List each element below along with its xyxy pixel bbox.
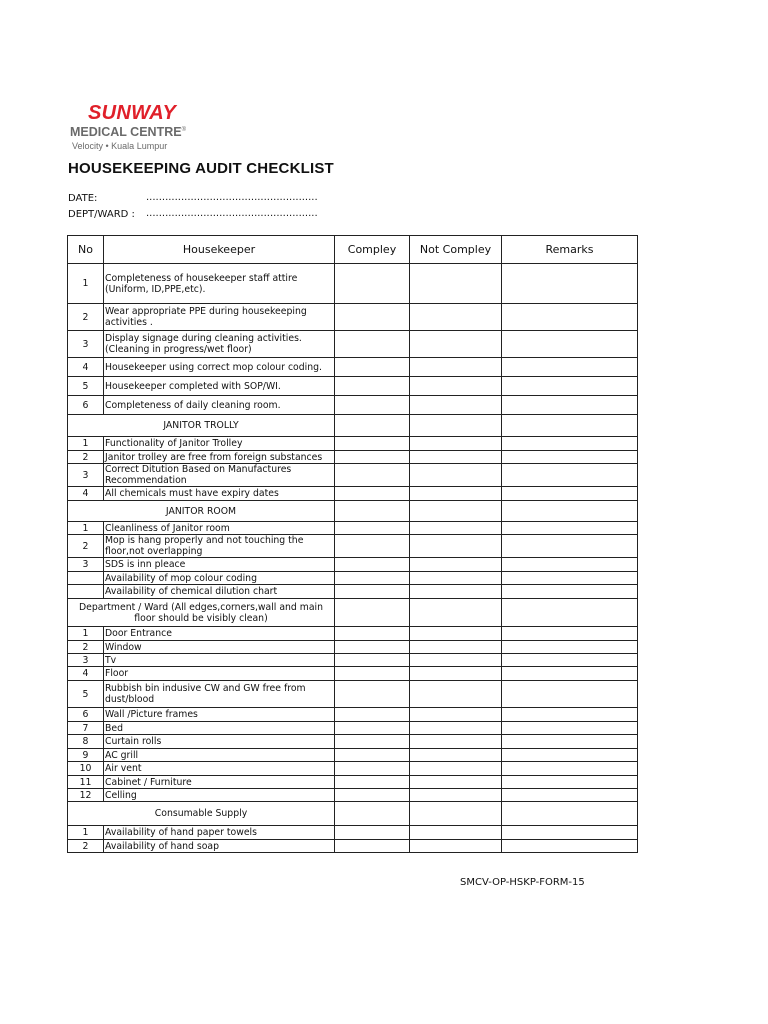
table-row bbox=[68, 522, 638, 535]
table-row bbox=[68, 535, 638, 558]
compley-cell[interactable] bbox=[335, 572, 410, 585]
section-title: Department / Ward (All edges,corners,wall and main floor should be visibly clean) bbox=[68, 599, 335, 627]
checklist-item: Display signage during cleaning activities. (Cleaning in progress/wet floor) bbox=[104, 331, 335, 358]
sunway-logo bbox=[70, 103, 210, 152]
checklist-item: Completeness of daily cleaning room. bbox=[104, 396, 335, 415]
not-compley-cell[interactable] bbox=[410, 415, 502, 437]
remarks-cell[interactable] bbox=[502, 304, 638, 331]
checklist-item: Air vent bbox=[104, 762, 335, 776]
not-compley-cell[interactable] bbox=[410, 464, 502, 487]
date-value: ...................................................... bbox=[146, 192, 318, 203]
not-compley-cell[interactable] bbox=[410, 776, 502, 789]
not-compley-cell[interactable] bbox=[410, 708, 502, 722]
table-row bbox=[68, 331, 638, 358]
not-compley-cell[interactable] bbox=[410, 535, 502, 558]
compley-cell[interactable] bbox=[335, 377, 410, 396]
audit-table bbox=[67, 235, 638, 853]
remarks-cell[interactable] bbox=[502, 789, 638, 802]
ward-value: ...................................................... bbox=[146, 208, 318, 219]
row-number: 5 bbox=[68, 681, 104, 708]
checklist-item: Wear appropriate PPE during housekeeping activities . bbox=[104, 304, 335, 331]
not-compley-cell[interactable] bbox=[410, 654, 502, 667]
table-row bbox=[68, 264, 638, 304]
checklist-item: Celling bbox=[104, 789, 335, 802]
compley-cell[interactable] bbox=[335, 437, 410, 451]
not-compley-cell[interactable] bbox=[410, 826, 502, 840]
checklist-item: SDS is inn pleace bbox=[104, 558, 335, 572]
compley-cell[interactable] bbox=[335, 558, 410, 572]
remarks-cell[interactable] bbox=[502, 654, 638, 667]
not-compley-cell[interactable] bbox=[410, 264, 502, 304]
checklist-item: All chemicals must have expiry dates bbox=[104, 487, 335, 501]
compley-cell[interactable] bbox=[335, 802, 410, 826]
table-row bbox=[68, 722, 638, 735]
table-row bbox=[68, 572, 638, 585]
not-compley-cell[interactable] bbox=[410, 762, 502, 776]
section-row bbox=[68, 599, 638, 627]
not-compley-cell[interactable] bbox=[410, 437, 502, 451]
table-row bbox=[68, 789, 638, 802]
remarks-cell[interactable] bbox=[502, 708, 638, 722]
remarks-cell[interactable] bbox=[502, 501, 638, 522]
table-row bbox=[68, 304, 638, 331]
not-compley-cell[interactable] bbox=[410, 501, 502, 522]
header-remarks: Remarks bbox=[502, 236, 638, 264]
row-number: 1 bbox=[68, 264, 104, 304]
compley-cell[interactable] bbox=[335, 304, 410, 331]
compley-cell[interactable] bbox=[335, 667, 410, 681]
row-number bbox=[68, 585, 104, 599]
checklist-item: Correct Ditution Based on Manufactures Recommendation bbox=[104, 464, 335, 487]
remarks-cell[interactable] bbox=[502, 749, 638, 762]
checklist-item: Functionality of Janitor Trolley bbox=[104, 437, 335, 451]
remarks-cell[interactable] bbox=[502, 572, 638, 585]
compley-cell[interactable] bbox=[335, 358, 410, 377]
row-number: 6 bbox=[68, 708, 104, 722]
checklist-item: Completeness of housekeeper staff attire (Uniform, ID,PPE,etc). bbox=[104, 264, 335, 304]
compley-cell[interactable] bbox=[335, 708, 410, 722]
row-number: 2 bbox=[68, 304, 104, 331]
row-number: 7 bbox=[68, 722, 104, 735]
compley-cell[interactable] bbox=[335, 826, 410, 840]
not-compley-cell[interactable] bbox=[410, 558, 502, 572]
table-row bbox=[68, 558, 638, 572]
remarks-cell[interactable] bbox=[502, 802, 638, 826]
section-title: Consumable Supply bbox=[68, 802, 335, 826]
not-compley-cell[interactable] bbox=[410, 789, 502, 802]
not-compley-cell[interactable] bbox=[410, 522, 502, 535]
table-row bbox=[68, 681, 638, 708]
checklist-item: Curtain rolls bbox=[104, 735, 335, 749]
not-compley-cell[interactable] bbox=[410, 396, 502, 415]
remarks-cell[interactable] bbox=[502, 762, 638, 776]
compley-cell[interactable] bbox=[335, 762, 410, 776]
remarks-cell[interactable] bbox=[502, 487, 638, 501]
compley-cell[interactable] bbox=[335, 331, 410, 358]
not-compley-cell[interactable] bbox=[410, 585, 502, 599]
table-row bbox=[68, 762, 638, 776]
remarks-cell[interactable] bbox=[502, 522, 638, 535]
section-row bbox=[68, 802, 638, 826]
row-number: 3 bbox=[68, 558, 104, 572]
checklist-item: Bed bbox=[104, 722, 335, 735]
remarks-cell[interactable] bbox=[502, 415, 638, 437]
compley-cell[interactable] bbox=[335, 585, 410, 599]
not-compley-cell[interactable] bbox=[410, 627, 502, 641]
table-row bbox=[68, 776, 638, 789]
not-compley-cell[interactable] bbox=[410, 304, 502, 331]
row-number: 1 bbox=[68, 627, 104, 641]
checklist-item: Availability of chemical dilution chart bbox=[104, 585, 335, 599]
table-row bbox=[68, 464, 638, 487]
checklist-item: Door Entrance bbox=[104, 627, 335, 641]
checklist-item: Availability of mop colour coding bbox=[104, 572, 335, 585]
table-row bbox=[68, 749, 638, 762]
remarks-cell[interactable] bbox=[502, 599, 638, 627]
compley-cell[interactable] bbox=[335, 735, 410, 749]
compley-cell[interactable] bbox=[335, 749, 410, 762]
table-row bbox=[68, 358, 638, 377]
remarks-cell[interactable] bbox=[502, 776, 638, 789]
table-row bbox=[68, 735, 638, 749]
not-compley-cell[interactable] bbox=[410, 358, 502, 377]
compley-cell[interactable] bbox=[335, 535, 410, 558]
remarks-cell[interactable] bbox=[502, 558, 638, 572]
remarks-cell[interactable] bbox=[502, 735, 638, 749]
section-title: JANITOR ROOM bbox=[68, 501, 335, 522]
checklist-item: Availability of hand paper towels bbox=[104, 826, 335, 840]
row-number: 2 bbox=[68, 451, 104, 464]
checklist-item: Housekeeper completed with SOP/WI. bbox=[104, 377, 335, 396]
compley-cell[interactable] bbox=[335, 464, 410, 487]
table-header-row bbox=[68, 236, 638, 264]
header-not-compley: Not Compley bbox=[410, 236, 502, 264]
remarks-cell[interactable] bbox=[502, 667, 638, 681]
header-housekeeper: Housekeeper bbox=[104, 236, 335, 264]
compley-cell[interactable] bbox=[335, 487, 410, 501]
date-field bbox=[68, 192, 318, 204]
table-row bbox=[68, 585, 638, 599]
table-row bbox=[68, 840, 638, 853]
header-no: No bbox=[68, 236, 104, 264]
checklist-item: Rubbish bin indusive CW and GW free from dust/blood bbox=[104, 681, 335, 708]
row-number: 3 bbox=[68, 464, 104, 487]
row-number: 10 bbox=[68, 762, 104, 776]
compley-cell[interactable] bbox=[335, 627, 410, 641]
ward-field bbox=[68, 208, 318, 220]
table-row bbox=[68, 396, 638, 415]
checklist-item: Cabinet / Furniture bbox=[104, 776, 335, 789]
compley-cell[interactable] bbox=[335, 840, 410, 853]
logo-brand: SUNWAY bbox=[88, 102, 177, 124]
remarks-cell[interactable] bbox=[502, 358, 638, 377]
table-row bbox=[68, 437, 638, 451]
checklist-item: Availability of hand soap bbox=[104, 840, 335, 853]
table-row bbox=[68, 654, 638, 667]
remarks-cell[interactable] bbox=[502, 641, 638, 654]
remarks-cell[interactable] bbox=[502, 627, 638, 641]
not-compley-cell[interactable] bbox=[410, 451, 502, 464]
compley-cell[interactable] bbox=[335, 654, 410, 667]
compley-cell[interactable] bbox=[335, 776, 410, 789]
remarks-cell[interactable] bbox=[502, 464, 638, 487]
row-number: 2 bbox=[68, 641, 104, 654]
table-row bbox=[68, 487, 638, 501]
checklist-item: Window bbox=[104, 641, 335, 654]
table-row bbox=[68, 667, 638, 681]
checklist-item: Tv bbox=[104, 654, 335, 667]
not-compley-cell[interactable] bbox=[410, 641, 502, 654]
not-compley-cell[interactable] bbox=[410, 749, 502, 762]
checklist-item: Mop is hang properly and not touching the floor,not overlapping bbox=[104, 535, 335, 558]
compley-cell[interactable] bbox=[335, 681, 410, 708]
form-code: SMCV-OP-HSKP-FORM-15 bbox=[460, 877, 585, 888]
remarks-cell[interactable] bbox=[502, 264, 638, 304]
compley-cell[interactable] bbox=[335, 522, 410, 535]
row-number: 6 bbox=[68, 396, 104, 415]
table-row bbox=[68, 641, 638, 654]
compley-cell[interactable] bbox=[335, 501, 410, 522]
remarks-cell[interactable] bbox=[502, 826, 638, 840]
checklist-item: Janitor trolley are free from foreign substances bbox=[104, 451, 335, 464]
compley-cell[interactable] bbox=[335, 722, 410, 735]
checklist-item: AC grill bbox=[104, 749, 335, 762]
not-compley-cell[interactable] bbox=[410, 667, 502, 681]
remarks-cell[interactable] bbox=[502, 437, 638, 451]
table-row bbox=[68, 708, 638, 722]
not-compley-cell[interactable] bbox=[410, 722, 502, 735]
row-number: 2 bbox=[68, 535, 104, 558]
row-number: 3 bbox=[68, 331, 104, 358]
logo-name: MEDICAL CENTRE® bbox=[70, 125, 187, 140]
checklist-item: Cleanliness of Janitor room bbox=[104, 522, 335, 535]
not-compley-cell[interactable] bbox=[410, 735, 502, 749]
compley-cell[interactable] bbox=[335, 789, 410, 802]
section-row bbox=[68, 415, 638, 437]
row-number: 1 bbox=[68, 437, 104, 451]
row-number: 1 bbox=[68, 826, 104, 840]
remarks-cell[interactable] bbox=[502, 681, 638, 708]
remarks-cell[interactable] bbox=[502, 377, 638, 396]
compley-cell[interactable] bbox=[335, 396, 410, 415]
not-compley-cell[interactable] bbox=[410, 487, 502, 501]
not-compley-cell[interactable] bbox=[410, 599, 502, 627]
remarks-cell[interactable] bbox=[502, 451, 638, 464]
remarks-cell[interactable] bbox=[502, 722, 638, 735]
remarks-cell[interactable] bbox=[502, 535, 638, 558]
row-number: 12 bbox=[68, 789, 104, 802]
compley-cell[interactable] bbox=[335, 599, 410, 627]
page-title: HOUSEKEEPING AUDIT CHECKLIST bbox=[68, 160, 334, 177]
row-number: 11 bbox=[68, 776, 104, 789]
row-number: 4 bbox=[68, 667, 104, 681]
header-compley: Compley bbox=[335, 236, 410, 264]
ward-label: DEPT/WARD : bbox=[68, 209, 135, 220]
compley-cell[interactable] bbox=[335, 641, 410, 654]
compley-cell[interactable] bbox=[335, 451, 410, 464]
remarks-cell[interactable] bbox=[502, 585, 638, 599]
checklist-item: Floor bbox=[104, 667, 335, 681]
date-label: DATE: bbox=[68, 193, 98, 204]
not-compley-cell[interactable] bbox=[410, 802, 502, 826]
remarks-cell[interactable] bbox=[502, 331, 638, 358]
not-compley-cell[interactable] bbox=[410, 681, 502, 708]
section-row bbox=[68, 501, 638, 522]
not-compley-cell[interactable] bbox=[410, 572, 502, 585]
row-number bbox=[68, 572, 104, 585]
not-compley-cell[interactable] bbox=[410, 840, 502, 853]
row-number: 9 bbox=[68, 749, 104, 762]
remarks-cell[interactable] bbox=[502, 396, 638, 415]
not-compley-cell[interactable] bbox=[410, 377, 502, 396]
row-number: 8 bbox=[68, 735, 104, 749]
section-title: JANITOR TROLLY bbox=[68, 415, 335, 437]
compley-cell[interactable] bbox=[335, 264, 410, 304]
remarks-cell[interactable] bbox=[502, 840, 638, 853]
checklist-item: Housekeeper using correct mop colour coding. bbox=[104, 358, 335, 377]
table-row bbox=[68, 627, 638, 641]
table-row bbox=[68, 377, 638, 396]
row-number: 5 bbox=[68, 377, 104, 396]
logo-tagline: Velocity • Kuala Lumpur bbox=[72, 141, 168, 152]
checklist-item: Wall /Picture frames bbox=[104, 708, 335, 722]
row-number: 2 bbox=[68, 840, 104, 853]
row-number: 4 bbox=[68, 358, 104, 377]
row-number: 3 bbox=[68, 654, 104, 667]
row-number: 4 bbox=[68, 487, 104, 501]
table-row bbox=[68, 826, 638, 840]
not-compley-cell[interactable] bbox=[410, 331, 502, 358]
row-number: 1 bbox=[68, 522, 104, 535]
compley-cell[interactable] bbox=[335, 415, 410, 437]
table-row bbox=[68, 451, 638, 464]
